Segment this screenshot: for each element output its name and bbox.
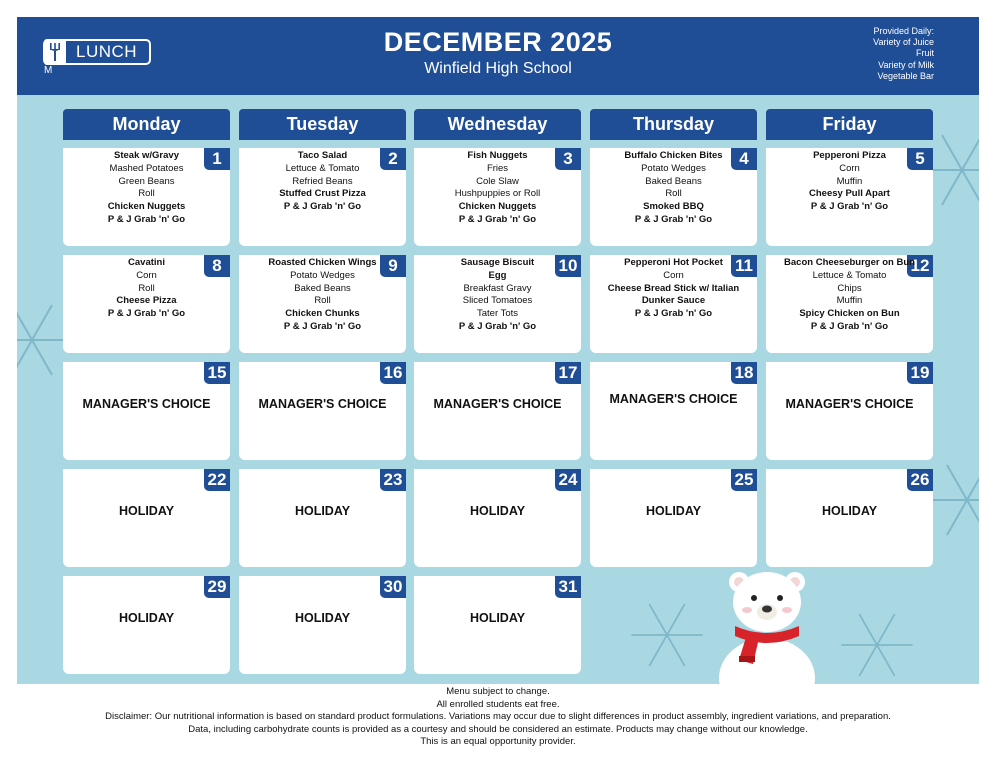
menu-item: Muffin — [836, 175, 863, 187]
day-cell — [63, 255, 230, 353]
menu-item: Dunker Sauce — [641, 295, 706, 307]
day-cell — [63, 362, 230, 460]
menu-item: Mashed Potatoes — [109, 162, 184, 174]
menu-item: Corn — [839, 162, 860, 174]
date-badge: 5 — [907, 148, 933, 170]
menu-item: Spicy Chicken on Bun — [799, 308, 900, 320]
menu-note: MANAGER'S CHOICE — [609, 392, 738, 406]
snowflake-icon — [837, 605, 917, 684]
date-badge: 26 — [907, 469, 933, 491]
menu-item: Lettuce & Tomato — [812, 269, 887, 281]
menu-item: Sausage Biscuit — [460, 257, 535, 268]
date-badge: 12 — [907, 255, 933, 277]
day-cell — [766, 469, 933, 567]
day-cell — [590, 255, 757, 353]
menu-item: Steak w/Gravy — [114, 150, 179, 161]
date-badge: 10 — [555, 255, 581, 277]
date-badge: 24 — [555, 469, 581, 491]
date-badge: 1 — [204, 148, 230, 170]
footer-line: Disclaimer: Our nutritional information is based on standard product formulations. Variations may occur due to slight differences in product assembly, ingredient variations, and preparation. — [105, 711, 891, 723]
menu-item: P & J Grab 'n' Go — [283, 320, 362, 332]
day-cell — [590, 362, 757, 460]
menu-item: Chicken Nuggets — [458, 201, 537, 213]
menu-note: MANAGER'S CHOICE — [258, 397, 387, 411]
provided-line: Variety of Milk — [878, 59, 934, 70]
menu-note: HOLIDAY — [294, 504, 351, 518]
menu-item: Chicken Chunks — [285, 308, 360, 320]
date-badge: 18 — [731, 362, 757, 384]
menu-item: Sliced Tomatoes — [462, 295, 533, 307]
menu-item: Corn — [136, 269, 157, 281]
calendar-board — [17, 95, 979, 684]
menu-item: Stuffed Crust Pizza — [279, 188, 366, 200]
day-cell — [414, 362, 581, 460]
menu-item: Breakfast Gravy — [463, 282, 532, 294]
menu-item: Pepperoni Hot Pocket — [624, 257, 723, 268]
menu-item: P & J Grab 'n' Go — [634, 213, 713, 225]
date-badge: 9 — [380, 255, 406, 277]
date-badge: 15 — [204, 362, 230, 384]
footer-line: Data, including carbohydrate counts is provided as a courtesy and should be considered an estimate. Products may change without our knowledge. — [188, 723, 808, 735]
menu-item: Corn — [663, 269, 684, 281]
date-badge: 16 — [380, 362, 406, 384]
menu-item: Tater Tots — [476, 308, 518, 320]
footer-line: This is an equal opportunity provider. — [420, 736, 576, 748]
menu-item: Chicken Nuggets — [107, 201, 186, 213]
menu-item: Buffalo Chicken Bites — [624, 150, 723, 161]
header-banner — [17, 17, 979, 95]
header-monday: Monday — [63, 109, 230, 140]
menu-item: P & J Grab 'n' Go — [634, 308, 713, 320]
menu-item: P & J Grab 'n' Go — [810, 320, 889, 332]
provided-line: Vegetable Bar — [877, 70, 934, 81]
menu-item: Pepperoni Pizza — [813, 150, 886, 161]
menu-item: Baked Beans — [645, 175, 702, 187]
menu-item: Refried Beans — [292, 175, 353, 187]
footer-line: Menu subject to change. — [446, 686, 550, 697]
menu-item: P & J Grab 'n' Go — [458, 320, 537, 332]
date-badge: 3 — [555, 148, 581, 170]
date-badge: 22 — [204, 469, 230, 491]
provided-line: Fruit — [916, 48, 934, 59]
date-badge: 30 — [380, 576, 406, 598]
day-cell — [63, 148, 230, 246]
logo-text: LUNCH — [76, 42, 138, 61]
date-badge: 19 — [907, 362, 933, 384]
menu-item: Cavatini — [128, 257, 165, 268]
provided-line: Variety of Juice — [873, 37, 934, 48]
menu-note: HOLIDAY — [821, 504, 878, 518]
day-cell — [766, 362, 933, 460]
day-cell — [239, 576, 406, 674]
school-name: Winfield High School — [424, 60, 572, 77]
date-badge: 31 — [555, 576, 581, 598]
day-cell — [766, 255, 933, 353]
header-thursday: Thursday — [590, 109, 757, 140]
menu-note: HOLIDAY — [645, 504, 702, 518]
menu-item: P & J Grab 'n' Go — [810, 201, 889, 213]
day-cell — [239, 255, 406, 353]
day-cell — [414, 148, 581, 246]
menu-item: Baked Beans — [294, 282, 351, 294]
menu-item: P & J Grab 'n' Go — [107, 213, 186, 225]
menu-note: HOLIDAY — [118, 504, 175, 518]
provided-line: Provided Daily: — [873, 26, 934, 36]
menu-item: Cheese Bread Stick w/ Italian — [607, 282, 740, 294]
menu-item: Smoked BBQ — [643, 201, 704, 213]
menu-item: Cheesy Pull Apart — [809, 188, 890, 200]
polar-bear-icon — [707, 560, 827, 684]
menu-note: MANAGER'S CHOICE — [433, 397, 562, 411]
menu-item: Roll — [314, 295, 331, 307]
day-cell — [590, 469, 757, 567]
day-cell — [414, 469, 581, 567]
menu-note: HOLIDAY — [118, 611, 175, 625]
day-cell — [63, 576, 230, 674]
logo-mark: M — [44, 65, 53, 76]
header-friday: Friday — [766, 109, 933, 140]
menu-item: Muffin — [836, 295, 863, 307]
menu-note: HOLIDAY — [469, 611, 526, 625]
date-badge: 4 — [731, 148, 757, 170]
menu-item: Potato Wedges — [641, 162, 706, 174]
menu-item: Fries — [486, 162, 509, 174]
menu-note: MANAGER'S CHOICE — [82, 397, 211, 411]
snowflake-icon — [627, 595, 707, 675]
day-cell — [414, 576, 581, 674]
menu-item: Green Beans — [118, 175, 175, 187]
header-tuesday: Tuesday — [239, 109, 406, 140]
menu-item: P & J Grab 'n' Go — [458, 213, 537, 225]
menu-item: Hushpuppies or Roll — [454, 188, 541, 200]
date-badge: 2 — [380, 148, 406, 170]
menu-item: Potato Wedges — [290, 269, 355, 281]
menu-note: HOLIDAY — [469, 504, 526, 518]
menu-note: HOLIDAY — [294, 611, 351, 625]
day-cell — [239, 362, 406, 460]
menu-item: P & J Grab 'n' Go — [107, 308, 186, 320]
menu-item: Roasted Chicken Wings — [268, 257, 377, 268]
menu-item: Bacon Cheeseburger on Bun — [784, 257, 915, 268]
day-cell — [766, 148, 933, 246]
menu-item: Taco Salad — [297, 150, 348, 161]
date-badge: 17 — [555, 362, 581, 384]
footer-line: All enrolled students eat free. — [436, 698, 560, 710]
day-cell — [590, 148, 757, 246]
date-badge: 23 — [380, 469, 406, 491]
menu-item: P & J Grab 'n' Go — [283, 201, 362, 213]
date-badge: 29 — [204, 576, 230, 598]
menu-item: Roll — [138, 282, 155, 294]
menu-item: Chips — [837, 282, 862, 294]
header-wednesday: Wednesday — [414, 109, 581, 140]
date-badge: 25 — [731, 469, 757, 491]
day-cell — [414, 255, 581, 353]
menu-item: Roll — [665, 188, 682, 200]
menu-note: MANAGER'S CHOICE — [785, 397, 914, 411]
menu-item: Cheese Pizza — [116, 295, 177, 307]
page-title: DECEMBER 2025 — [383, 27, 613, 57]
day-cell — [239, 469, 406, 567]
provided-daily — [873, 26, 934, 82]
menu-item: Lettuce & Tomato — [285, 162, 360, 174]
date-badge: 11 — [731, 255, 757, 277]
menu-item: Fish Nuggets — [467, 150, 528, 161]
menu-item: Cole Slaw — [476, 175, 519, 187]
footer-notes — [0, 686, 996, 749]
menu-item: Egg — [488, 269, 507, 281]
day-cell — [239, 148, 406, 246]
day-cell — [63, 469, 230, 567]
menu-item: Roll — [138, 188, 155, 200]
date-badge: 8 — [204, 255, 230, 277]
